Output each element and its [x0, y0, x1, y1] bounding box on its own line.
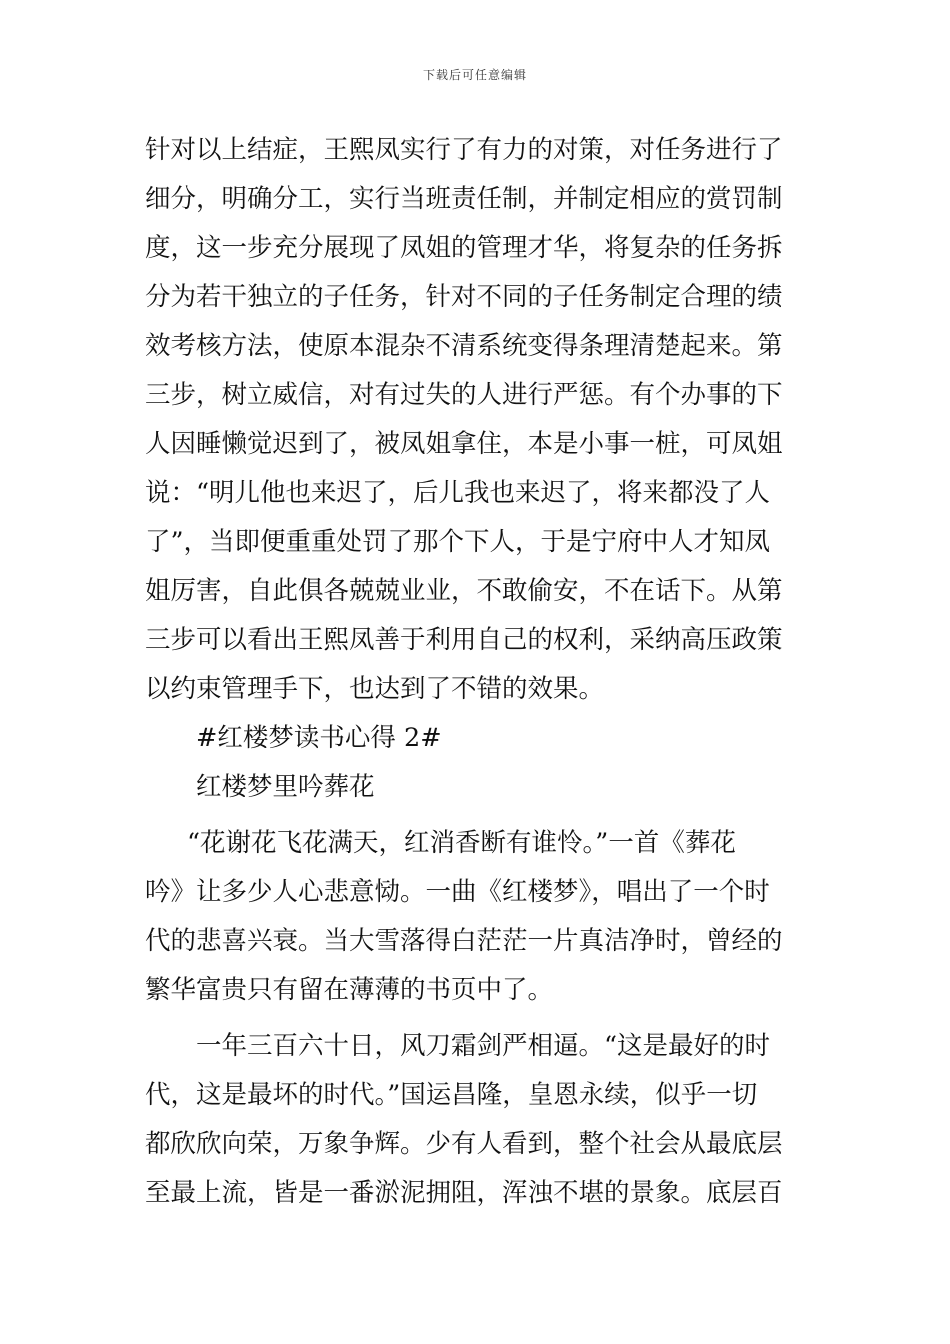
paragraph-line: “花谢花飞花满天，红消香断有谁怜。”一首《葬花 — [187, 828, 736, 858]
section-heading: #红楼梦读书心得 2# — [196, 723, 442, 753]
paragraph-line: 了”，当即便重重处罚了那个下人，于是宁府中人才知凤 — [145, 527, 771, 557]
paragraph-line: 以约束管理手下，也达到了不错的效果。 — [145, 674, 605, 704]
paragraph-line: 一年三百六十日，风刀霜剑严相逼。“这是最好的时 — [196, 1031, 771, 1061]
paragraph-line: 都欣欣向荣，万象争辉。少有人看到，整个社会从最底层 — [145, 1129, 783, 1159]
paragraph-line: 至最上流，皆是一番淤泥拥阻，浑浊不堪的景象。底层百 — [145, 1178, 783, 1208]
section-title: 红楼梦里吟葬花 — [196, 772, 375, 802]
paragraph-line: 效考核方法，使原本混杂不清系统变得条理清楚起来。第 — [145, 331, 783, 361]
paragraph-line: 代，这是最坏的时代。”国运昌隆，皇恩永续，似乎一切 — [145, 1080, 758, 1110]
paragraph-line: 人因睡懒觉迟到了，被凤姐拿住，本是小事一桩，可凤姐 — [145, 429, 783, 459]
paragraph-line: 三步可以看出王熙凤善于利用自己的权利，采纳高压政策 — [145, 625, 783, 655]
paragraph-line: 吟》让多少人心悲意恸。一曲《红楼梦》，唱出了一个时 — [145, 877, 770, 907]
paragraph-line: 度，这一步充分展现了凤姐的管理才华，将复杂的任务拆 — [145, 233, 783, 263]
paragraph-line: 针对以上结症，王熙凤实行了有力的对策，对任务进行了 — [145, 135, 783, 165]
paragraph-line: 繁华富贵只有留在薄薄的书页中了。 — [145, 975, 554, 1005]
paragraph-line: 代的悲喜兴衰。当大雪落得白茫茫一片真洁净时，曾经的 — [145, 926, 783, 956]
paragraph-line: 三步，树立威信，对有过失的人进行严惩。有个办事的下 — [145, 380, 783, 410]
paragraph-line: 说：“明儿他也来迟了，后儿我也来迟了，将来都没了人 — [145, 478, 771, 508]
page-header: 下载后可任意编辑 — [422, 68, 527, 82]
paragraph-line: 细分，明确分工，实行当班责任制，并制定相应的赏罚制 — [145, 184, 783, 214]
paragraph-line: 姐厉害，自此俱各兢兢业业，不敢偷安，不在话下。从第 — [145, 576, 783, 606]
paragraph-line: 分为若干独立的子任务，针对不同的子任务制定合理的绩 — [145, 282, 783, 312]
